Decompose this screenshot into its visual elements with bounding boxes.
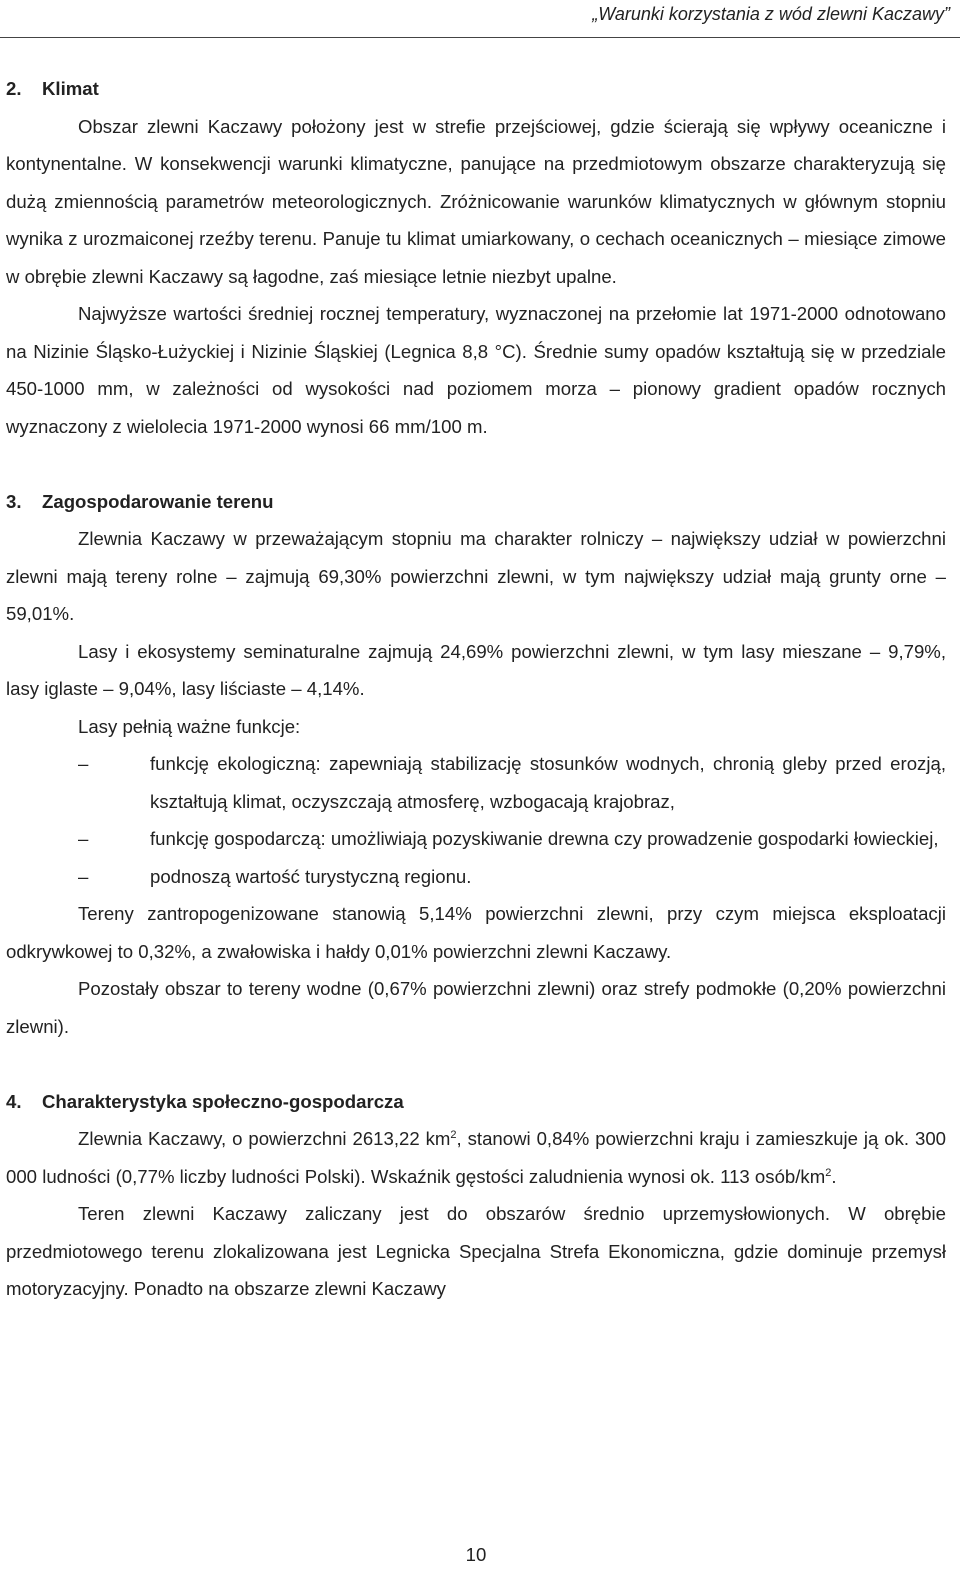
paragraph: Teren zlewni Kaczawy zaliczany jest do obszarów średnio uprzemysłowionych. W obrębie przedmiotowego terenu zlokalizowana jest Legnicka Specjalna Strefa Ekonomiczna, gdzie dominuje przemysł motoryzacyjny. Ponadto na obszarze zlewni Kaczawy [6, 1203, 946, 1299]
dash-list [6, 745, 946, 895]
paragraph: Obszar zlewni Kaczawy położony jest w strefie przejściowej, gdzie ścierają się wpływy oceaniczne i kontynentalne. W konsekwencji warunki klimatyczne, panujące na przedmiotowym obszarze charakteryzują się dużą zmiennością parametrów meteorologicznych. Zróżnicowanie warunków klimatycznych w głównym stopniu wynika z urozmaiconej rzeźby terenu. Panuje tu klimat umiarkowany, o cechach oceanicznych – miesiące zimowe w obrębie zlewni Kaczawy są łagodne, zaś miesiące letnie niezbyt upalne. [6, 115, 946, 287]
paragraph-text: Zlewnia Kaczawy, o powierzchni 2613,22 km [78, 1128, 451, 1149]
paragraph: Zlewnia Kaczawy w przeważającym stopniu ma charakter rolniczy – największy udział w powierzchni zlewni mają tereny rolne – zajmują 69,30% powierzchni zlewni, w tym największy udział mają grunty orne – 59,01%. [6, 528, 946, 624]
list-item [78, 745, 946, 820]
paragraph: Tereny zantropogenizowane stanowią 5,14% powierzchni zlewni, przy czym miejsca eksploatacji odkrywkowej to 0,32%, a zwałowiska i hałdy 0,01% powierzchni zlewni Kaczawy. [6, 903, 946, 962]
list-item-text: funkcję gospodarczą: umożliwiają pozyskiwanie drewna czy prowadzenie gospodarki łowieckiej, [150, 828, 939, 849]
dash-bullet: – [78, 753, 89, 774]
superscript: 2 [450, 1128, 457, 1141]
paragraph: Najwyższe wartości średniej rocznej temperatury, wyznaczonej na przełomie lat 1971-2000 odnotowano na Nizinie Śląsko-Łużyckiej i Nizinie Śląskiej (Legnica 8,8 °C). Średnie sumy opadów kształtują się w przedziale 450-1000 mm, w zależności od wysokości nad poziomem morza – pionowy gradient opadów rocznych wyznaczony z wielolecia 1971-2000 wynosi 66 mm/100 m. [6, 303, 946, 437]
paragraph-text: , stanowi 0,84% powierzchni kraju i zamieszkuje ją ok. 300 000 ludności (0,77% liczby ludności Polski). Wskaźnik gęstości zaludnienia wynosi ok. 113 osób/km [6, 1128, 947, 1187]
section-number: 4. [6, 1090, 22, 1112]
paragraph [6, 1120, 946, 1195]
section-title: Zagospodarowanie terenu [42, 490, 274, 512]
section-spacer [6, 1045, 946, 1083]
section-number: 2. [6, 78, 22, 99]
header-rule [0, 37, 960, 38]
section-heading-zagospodarowanie [6, 483, 946, 521]
dash-bullet: – [78, 828, 89, 849]
page-number: 10 [465, 1544, 487, 1565]
section-heading-klimat [6, 70, 946, 108]
paragraph: Pozostały obszar to tereny wodne (0,67% powierzchni zlewni) oraz strefy podmokłe (0,20% powierzchni zlewni). [6, 978, 946, 1037]
running-header: „Warunki korzystania z wód zlewni Kaczawy” [592, 4, 950, 24]
paragraph: Lasy pełnią ważne funkcje: [78, 715, 301, 737]
paragraph-text: . [831, 1165, 837, 1187]
list-item [78, 820, 946, 858]
list-item [78, 858, 946, 896]
section-title: Charakterystyka społeczno-gospodarcza [42, 1090, 404, 1112]
paragraph: Lasy i ekosystemy seminaturalne zajmują 24,69% powierzchni zlewni, w tym lasy mieszane – 9,79%, lasy iglaste – 9,04%, lasy liściaste – 4,14%. [6, 640, 946, 699]
section-spacer [6, 445, 946, 483]
section-number: 3. [6, 490, 22, 512]
section-title: Klimat [42, 78, 99, 99]
list-item-text: podnoszą wartość turystyczną regionu. [150, 865, 472, 887]
dash-bullet: – [78, 865, 89, 887]
document-body [6, 70, 946, 1308]
list-item-text: funkcję ekologiczną: zapewniają stabilizację stosunków wodnych, chronią gleby przed erozją, kształtują klimat, oczyszczają atmosferę, wzbogacają krajobraz, [150, 753, 946, 812]
superscript: 2 [825, 1166, 832, 1179]
section-heading-charakterystyka [6, 1083, 946, 1121]
